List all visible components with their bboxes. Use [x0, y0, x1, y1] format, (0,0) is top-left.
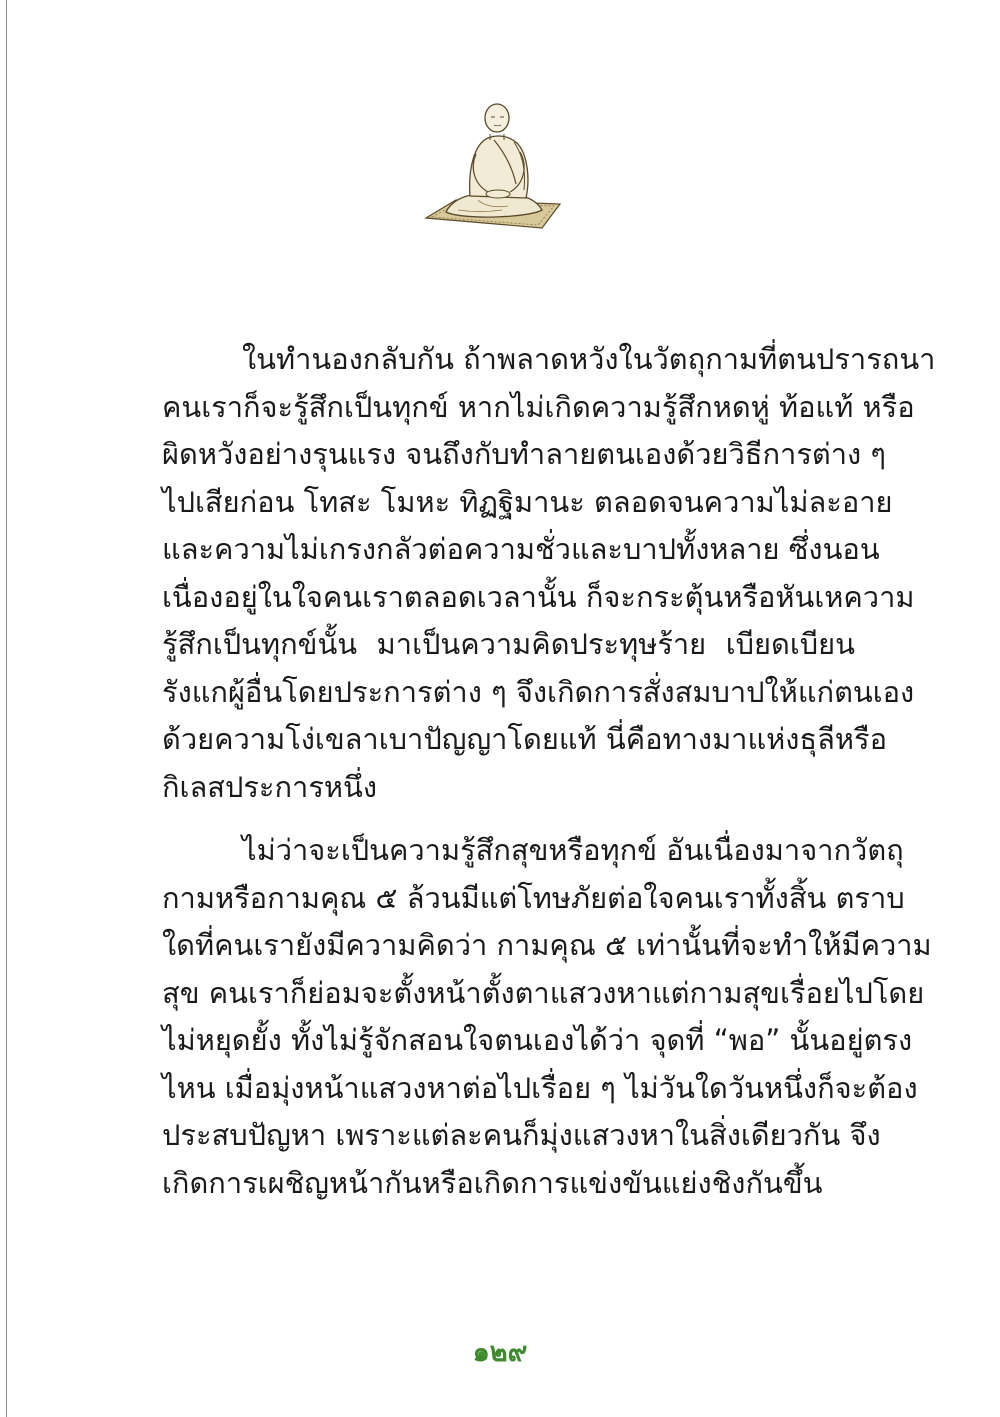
- text-line: ไหน เมื่อมุ่งหน้าแสวงหาต่อไปเรื่อย ๆ ไม่วันใดวันหนึ่งก็จะต้อง: [162, 1070, 918, 1105]
- text-line: คนเราก็จะรู้สึกเป็นทุกข์ หากไม่เกิดความรู้สึกหดหู่ ท้อแท้ หรือ: [162, 389, 915, 424]
- page-edge-line: [6, 0, 7, 1417]
- text-line: รู้สึกเป็นทุกข์นั้น มาเป็นความคิดประทุษร้าย เบียดเบียน: [162, 627, 855, 661]
- text-line: ไม่ว่าจะเป็นความรู้สึกสุขหรือทุกข์ อันเนื่องมาจากวัตถุ: [242, 833, 904, 867]
- paragraph-2: [162, 827, 932, 1207]
- text-line: ในทำนองกลับกัน ถ้าพลาดหวังในวัตถุกามที่ตนปรารถนา: [242, 342, 936, 376]
- text-line: กามหรือกามคุณ ๕ ล้วนมีแต่โทษภัยต่อใจคนเราทั้งสิ้น ตราบ: [162, 880, 905, 915]
- seated-monk-meditating-icon: [418, 100, 568, 235]
- page-number: ๑๒๙: [472, 1337, 528, 1368]
- text-line: ด้วยความโง่เขลาเบาปัญญาโดยแท้ นี่คือทางมาแห่งธุลีหรือ: [162, 722, 888, 756]
- text-line: ประสบปัญหา เพราะแต่ละคนก็มุ่งแสวงหาในสิ่งเดียวกัน จึง: [162, 1118, 881, 1152]
- text-line: กิเลสประการหนึ่ง: [162, 769, 378, 804]
- text-line: ไปเสียก่อน โทสะ โมหะ ทิฏฐิมานะ ตลอดจนความไม่ละอาย: [162, 484, 893, 519]
- text-line: ผิดหวังอย่างรุนแรง จนถึงกับทำลายตนเองด้วยวิธีการต่าง ๆ: [162, 437, 886, 471]
- body-text: [162, 336, 936, 1207]
- text-line: เกิดการเผชิญหน้ากันหรือเกิดการแข่งขันแย่งชิงกันขึ้น: [162, 1165, 823, 1200]
- paragraph-spacer: [162, 811, 855, 827]
- text-line: เนื่องอยู่ในใจคนเราตลอดเวลานั้น ก็จะกระตุ้นหรือหันเหความ: [162, 579, 915, 614]
- paragraph-1: [162, 336, 936, 811]
- text-line: สุข คนเราก็ย่อมจะตั้งหน้าตั้งตาแสวงหาแต่กามสุขเรื่อยไปโดย: [162, 975, 925, 1010]
- text-line: ไม่หยุดยั้ง ทั้งไม่รู้จักสอนใจตนเองได้ว่า จุดที่ “พอ” นั้นอยู่ตรง: [162, 1023, 913, 1057]
- text-line: ใดที่คนเรายังมีความคิดว่า กามคุณ ๕ เท่านั้นที่จะทำให้มีความ: [162, 928, 932, 962]
- text-line: และความไม่เกรงกลัวต่อความชั่วและบาปทั้งหลาย ซึ่งนอน: [162, 532, 880, 566]
- text-line: รังแกผู้อื่นโดยประการต่าง ๆ จึงเกิดการสั่งสมบาปให้แก่ตนเอง: [162, 674, 915, 709]
